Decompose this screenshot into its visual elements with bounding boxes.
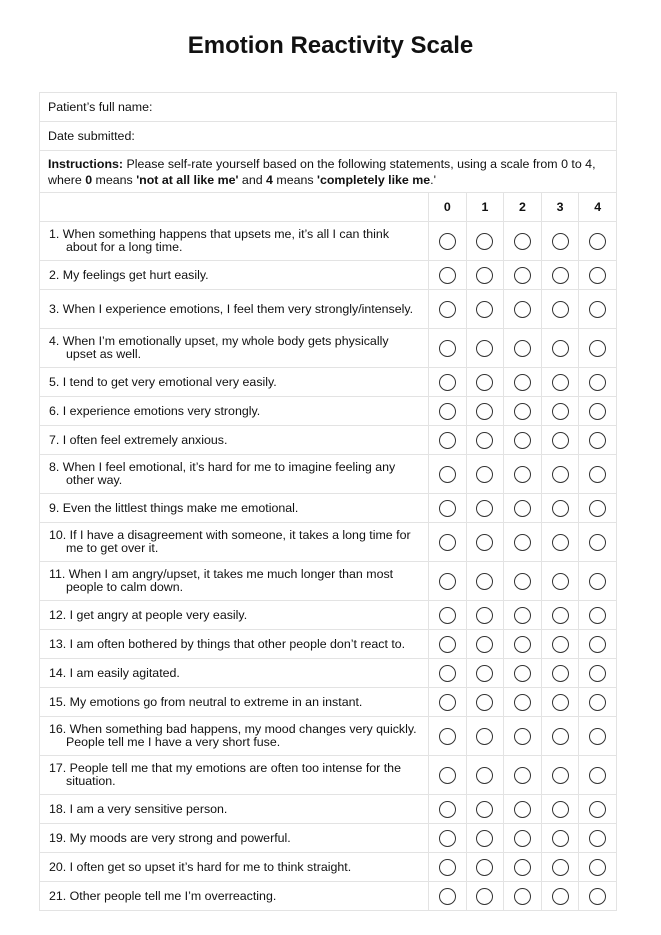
radio-option-4[interactable] [589, 694, 606, 711]
option-cell [579, 222, 617, 261]
radio-option-3[interactable] [552, 500, 569, 517]
radio-option-1[interactable] [476, 233, 493, 250]
radio-option-3[interactable] [552, 233, 569, 250]
radio-option-0[interactable] [439, 233, 456, 250]
radio-option-1[interactable] [476, 694, 493, 711]
option-cell [541, 426, 579, 455]
radio-option-1[interactable] [476, 340, 493, 357]
scale-header-1: 1 [466, 193, 504, 222]
option-cell [466, 397, 504, 426]
radio-option-3[interactable] [552, 767, 569, 784]
radio-option-3[interactable] [552, 301, 569, 318]
radio-option-4[interactable] [589, 767, 606, 784]
option-cell [541, 795, 579, 824]
radio-option-4[interactable] [589, 607, 606, 624]
option-cell [541, 523, 579, 562]
radio-option-0[interactable] [439, 636, 456, 653]
statement [40, 853, 429, 882]
table-row [40, 455, 617, 494]
instructions-bold: 'not at all like me' [136, 172, 239, 187]
radio-option-3[interactable] [552, 888, 569, 905]
radio-option-1[interactable] [476, 432, 493, 449]
table-row [40, 329, 617, 368]
radio-option-4[interactable] [589, 374, 606, 391]
option-cell [579, 523, 617, 562]
option-cell [504, 397, 542, 426]
table-row [40, 426, 617, 455]
option-cell [579, 756, 617, 795]
table-row [40, 562, 617, 601]
statement-text: 8. When I feel emotional, it’s hard for me to imagine feeling any other way. [49, 460, 396, 487]
option-cell [579, 562, 617, 601]
page-title: Emotion Reactivity Scale [187, 32, 474, 59]
radio-option-1[interactable] [476, 665, 493, 682]
radio-option-1[interactable] [476, 607, 493, 624]
radio-option-0[interactable] [439, 607, 456, 624]
option-cell [504, 562, 542, 601]
instructions-bold: 0 [85, 172, 93, 187]
radio-option-2[interactable] [514, 888, 531, 905]
option-cell [466, 426, 504, 455]
statement [40, 455, 429, 494]
option-cell [504, 222, 542, 261]
option-cell [541, 494, 579, 523]
radio-option-0[interactable] [439, 728, 456, 745]
radio-option-4[interactable] [589, 534, 606, 551]
statement [40, 222, 429, 261]
statement-text: 9. Even the littlest things make me emotional. [49, 500, 299, 515]
option-cell [429, 562, 467, 601]
option-cell [429, 261, 467, 290]
radio-option-2[interactable] [514, 665, 531, 682]
radio-option-3[interactable] [552, 432, 569, 449]
option-cell [579, 397, 617, 426]
option-cell [466, 717, 504, 756]
radio-option-2[interactable] [514, 728, 531, 745]
statement [40, 368, 429, 397]
radio-option-2[interactable] [514, 573, 531, 590]
option-cell [541, 397, 579, 426]
option-cell [429, 756, 467, 795]
option-cell [429, 688, 467, 717]
table-row [40, 824, 617, 853]
option-cell [429, 882, 467, 911]
radio-option-1[interactable] [476, 728, 493, 745]
option-cell [504, 717, 542, 756]
option-cell [579, 882, 617, 911]
option-cell [466, 601, 504, 630]
table-row [40, 290, 617, 329]
radio-option-3[interactable] [552, 636, 569, 653]
option-cell [466, 494, 504, 523]
option-cell [466, 882, 504, 911]
statement-text: 17. People tell me that my emotions are often too intense for the situation. [49, 761, 401, 788]
radio-option-4[interactable] [589, 403, 606, 420]
statement [40, 601, 429, 630]
radio-option-4[interactable] [589, 636, 606, 653]
statement-text: 10. If I have a disagreement with someone, it takes a long time for me to get over it. [49, 528, 411, 555]
option-cell [579, 494, 617, 523]
table-row [40, 523, 617, 562]
option-cell [429, 659, 467, 688]
option-cell [504, 688, 542, 717]
radio-option-4[interactable] [589, 233, 606, 250]
radio-option-1[interactable] [476, 636, 493, 653]
table-row [40, 756, 617, 795]
option-cell [541, 630, 579, 659]
table-row [40, 795, 617, 824]
option-cell [466, 853, 504, 882]
scale-header-3: 3 [541, 193, 579, 222]
radio-option-1[interactable] [476, 801, 493, 818]
date-submitted-field[interactable]: Date submitted: [40, 122, 617, 151]
statement-text: 12. I get angry at people very easily. [49, 607, 248, 622]
option-cell [579, 290, 617, 329]
option-cell [504, 601, 542, 630]
radio-option-3[interactable] [552, 859, 569, 876]
radio-option-4[interactable] [589, 859, 606, 876]
radio-option-1[interactable] [476, 767, 493, 784]
option-cell [466, 523, 504, 562]
table-row [40, 659, 617, 688]
radio-option-1[interactable] [476, 888, 493, 905]
statement [40, 562, 429, 601]
option-cell [504, 756, 542, 795]
option-cell [466, 562, 504, 601]
radio-option-1[interactable] [476, 830, 493, 847]
option-cell [429, 397, 467, 426]
radio-option-2[interactable] [514, 534, 531, 551]
option-cell [541, 882, 579, 911]
radio-option-4[interactable] [589, 665, 606, 682]
statement [40, 523, 429, 562]
radio-option-1[interactable] [476, 859, 493, 876]
radio-option-0[interactable] [439, 767, 456, 784]
option-cell [466, 630, 504, 659]
instructions-bold: 'completely like me [317, 172, 431, 187]
option-cell [466, 795, 504, 824]
statement [40, 659, 429, 688]
statement-text: 3. When I experience emotions, I feel them very strongly/intensely. [49, 301, 414, 316]
radio-option-0[interactable] [439, 301, 456, 318]
radio-option-2[interactable] [514, 694, 531, 711]
option-cell [579, 329, 617, 368]
option-cell [504, 630, 542, 659]
instructions-text: .' [430, 172, 436, 187]
table-row [40, 601, 617, 630]
statement-text: 11. When I am angry/upset, it takes me much longer than most people to calm down. [49, 567, 394, 594]
radio-option-0[interactable] [439, 859, 456, 876]
table-row [40, 882, 617, 911]
radio-option-2[interactable] [514, 859, 531, 876]
radio-option-3[interactable] [552, 466, 569, 483]
table-row [40, 853, 617, 882]
instructions-text: means [272, 172, 318, 187]
radio-option-0[interactable] [439, 694, 456, 711]
option-cell [504, 329, 542, 368]
option-cell [466, 659, 504, 688]
option-cell [579, 853, 617, 882]
statement [40, 329, 429, 368]
table-row [40, 688, 617, 717]
option-cell [541, 368, 579, 397]
radio-option-1[interactable] [476, 466, 493, 483]
radio-option-2[interactable] [514, 301, 531, 318]
statement [40, 795, 429, 824]
option-cell [429, 426, 467, 455]
option-cell [579, 795, 617, 824]
statement-text: 19. My moods are very strong and powerful. [49, 830, 291, 845]
radio-option-1[interactable] [476, 534, 493, 551]
statement [40, 688, 429, 717]
option-cell [429, 824, 467, 853]
radio-option-0[interactable] [439, 534, 456, 551]
radio-option-2[interactable] [514, 830, 531, 847]
radio-option-4[interactable] [589, 466, 606, 483]
option-cell [504, 853, 542, 882]
statement-text: 14. I am easily agitated. [49, 665, 180, 680]
option-cell [429, 455, 467, 494]
radio-option-4[interactable] [589, 267, 606, 284]
radio-option-3[interactable] [552, 573, 569, 590]
option-cell [429, 601, 467, 630]
statement [40, 882, 429, 911]
statement [40, 494, 429, 523]
radio-option-0[interactable] [439, 573, 456, 590]
statement-text: 18. I am a very sensitive person. [49, 801, 228, 816]
radio-option-2[interactable] [514, 233, 531, 250]
radio-option-2[interactable] [514, 340, 531, 357]
radio-option-3[interactable] [552, 694, 569, 711]
radio-option-3[interactable] [552, 403, 569, 420]
radio-option-1[interactable] [476, 573, 493, 590]
option-cell [541, 756, 579, 795]
radio-option-3[interactable] [552, 267, 569, 284]
option-cell [504, 659, 542, 688]
radio-option-1[interactable] [476, 267, 493, 284]
instructions-bold: 4 [266, 172, 273, 187]
statement-text: 13. I am often bothered by things that other people don’t react to. [49, 636, 406, 651]
radio-option-3[interactable] [552, 534, 569, 551]
radio-option-0[interactable] [439, 403, 456, 420]
option-cell [504, 455, 542, 494]
option-cell [429, 222, 467, 261]
instructions-label: Instructions: [48, 156, 124, 171]
radio-option-1[interactable] [476, 403, 493, 420]
option-cell [466, 261, 504, 290]
radio-option-0[interactable] [439, 340, 456, 357]
header-blank [40, 193, 429, 222]
option-cell [579, 630, 617, 659]
radio-option-0[interactable] [439, 500, 456, 517]
statement-text: 5. I tend to get very emotional very easily. [49, 374, 277, 389]
option-cell [504, 368, 542, 397]
radio-option-2[interactable] [514, 466, 531, 483]
option-cell [504, 795, 542, 824]
option-cell [579, 688, 617, 717]
statement [40, 630, 429, 659]
option-cell [466, 688, 504, 717]
table-row [40, 717, 617, 756]
option-cell [429, 630, 467, 659]
statement [40, 756, 429, 795]
option-cell [429, 717, 467, 756]
option-cell [579, 824, 617, 853]
scale-header-row [40, 193, 617, 222]
statement [40, 717, 429, 756]
radio-option-4[interactable] [589, 888, 606, 905]
table-row [40, 397, 617, 426]
option-cell [541, 261, 579, 290]
option-cell [429, 795, 467, 824]
option-cell [466, 824, 504, 853]
option-cell [541, 329, 579, 368]
option-cell [429, 368, 467, 397]
radio-option-2[interactable] [514, 801, 531, 818]
option-cell [541, 601, 579, 630]
option-cell [504, 290, 542, 329]
radio-option-4[interactable] [589, 500, 606, 517]
option-cell [579, 455, 617, 494]
option-cell [504, 882, 542, 911]
statement [40, 261, 429, 290]
statement [40, 824, 429, 853]
radio-option-3[interactable] [552, 801, 569, 818]
radio-option-4[interactable] [589, 340, 606, 357]
statement-text: 6. I experience emotions very strongly. [49, 403, 261, 418]
option-cell [429, 329, 467, 368]
statement-text: 20. I often get so upset it’s hard for me to think straight. [49, 859, 352, 874]
option-cell [466, 222, 504, 261]
option-cell [541, 290, 579, 329]
option-cell [466, 329, 504, 368]
scale-header-4: 4 [579, 193, 617, 222]
option-cell [579, 426, 617, 455]
table-row [40, 368, 617, 397]
radio-option-2[interactable] [514, 607, 531, 624]
radio-option-2[interactable] [514, 403, 531, 420]
option-cell [579, 368, 617, 397]
radio-option-0[interactable] [439, 801, 456, 818]
option-cell [541, 717, 579, 756]
option-cell [466, 455, 504, 494]
radio-option-3[interactable] [552, 830, 569, 847]
option-cell [541, 455, 579, 494]
radio-option-3[interactable] [552, 340, 569, 357]
table-row [40, 261, 617, 290]
option-cell [541, 659, 579, 688]
radio-option-4[interactable] [589, 728, 606, 745]
radio-option-4[interactable] [589, 801, 606, 818]
option-cell [504, 426, 542, 455]
statement-text: 7. I often feel extremely anxious. [49, 432, 228, 447]
statement-text: 4. When I’m emotionally upset, my whole body gets physically upset as well. [49, 334, 389, 361]
statement-text: 15. My emotions go from neutral to extreme in an instant. [49, 694, 363, 709]
statement [40, 397, 429, 426]
statement-text: 21. Other people tell me I’m overreacting. [49, 888, 277, 903]
option-cell [429, 523, 467, 562]
option-cell [579, 261, 617, 290]
radio-option-0[interactable] [439, 888, 456, 905]
option-cell [429, 853, 467, 882]
option-cell [504, 523, 542, 562]
radio-option-2[interactable] [514, 267, 531, 284]
table-row [40, 494, 617, 523]
option-cell [504, 261, 542, 290]
radio-option-4[interactable] [589, 432, 606, 449]
radio-option-0[interactable] [439, 665, 456, 682]
option-cell [541, 222, 579, 261]
patient-name-field[interactable]: Patient’s full name: [40, 93, 617, 122]
radio-option-4[interactable] [589, 830, 606, 847]
radio-option-1[interactable] [476, 500, 493, 517]
radio-option-1[interactable] [476, 374, 493, 391]
radio-option-2[interactable] [514, 432, 531, 449]
option-cell [429, 290, 467, 329]
radio-option-4[interactable] [589, 573, 606, 590]
instructions-text: and [238, 172, 267, 187]
radio-option-1[interactable] [476, 301, 493, 318]
radio-option-3[interactable] [552, 665, 569, 682]
statement-text: 2. My feelings get hurt easily. [49, 267, 209, 282]
radio-option-3[interactable] [552, 374, 569, 391]
statement-text: 1. When something happens that upsets me, it’s all I can think about for a long time. [49, 227, 390, 254]
radio-option-2[interactable] [514, 374, 531, 391]
option-cell [541, 688, 579, 717]
statement [40, 290, 429, 329]
scale-header-2: 2 [504, 193, 542, 222]
table-row [40, 222, 617, 261]
option-cell [429, 494, 467, 523]
option-cell [466, 368, 504, 397]
instructions-text: means [92, 172, 137, 187]
radio-option-0[interactable] [439, 466, 456, 483]
radio-option-2[interactable] [514, 500, 531, 517]
rating-form [39, 92, 617, 911]
instructions-text: Please self-rate yourself based on the following statements, using a scale from 0 to 4, where [48, 156, 596, 187]
radio-option-0[interactable] [439, 267, 456, 284]
option-cell [504, 494, 542, 523]
radio-option-3[interactable] [552, 728, 569, 745]
option-cell [579, 601, 617, 630]
radio-option-4[interactable] [589, 301, 606, 318]
radio-option-0[interactable] [439, 432, 456, 449]
option-cell [579, 659, 617, 688]
option-cell [541, 562, 579, 601]
option-cell [541, 824, 579, 853]
option-cell [579, 717, 617, 756]
radio-option-2[interactable] [514, 636, 531, 653]
radio-option-2[interactable] [514, 767, 531, 784]
option-cell [504, 824, 542, 853]
radio-option-0[interactable] [439, 830, 456, 847]
table-row [40, 630, 617, 659]
statement-text: 16. When something bad happens, my mood changes very quickly. People tell me I have a very short fuse. [49, 722, 417, 749]
radio-option-3[interactable] [552, 607, 569, 624]
option-cell [541, 853, 579, 882]
scale-header-0: 0 [429, 193, 467, 222]
option-cell [466, 756, 504, 795]
option-cell [466, 290, 504, 329]
statement [40, 426, 429, 455]
radio-option-0[interactable] [439, 374, 456, 391]
instructions [40, 151, 617, 193]
